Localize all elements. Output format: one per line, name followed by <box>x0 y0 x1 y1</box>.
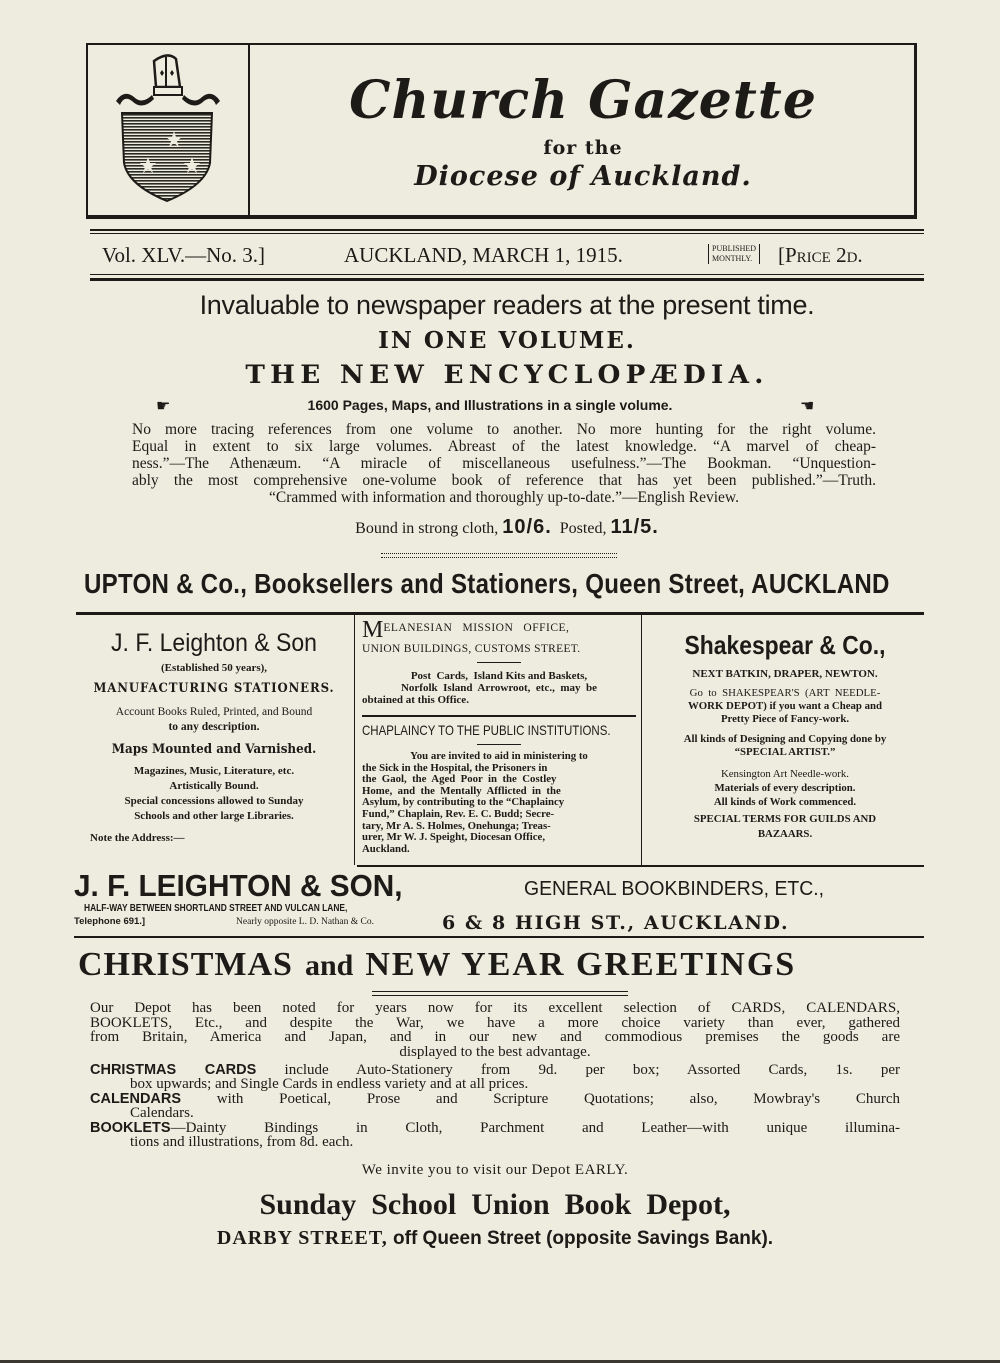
encyclopaedia-price-line: Bound in strong cloth, 10/6. Posted, 11/5. <box>355 516 659 538</box>
issue-bar-top-rule <box>90 229 924 231</box>
encyclopaedia-subhead: IN ONE VOLUME. <box>378 327 636 354</box>
mitre-shield-emblem-icon <box>110 51 226 209</box>
bookbinders-telephone: Telephone 691.] <box>74 916 146 927</box>
upton-banner: UPTON & Co., Booksellers and Stationers, Queen Street, AUCKLAND <box>84 568 890 599</box>
bookbinders-name: J. F. LEIGHTON & SON, <box>74 868 403 903</box>
encyclopaedia-body: No more tracing references from one volume to another. No more hunting for the right volume. Equal in extent to six large volumes. Abreast of the latest knowledge. “A marvel of cheap- ness.”—The Athenæum. “A miracle of miscellaneous usefulness.”—The Bookman. “Unquestion- ably the most comprehensive one-volume book of reference that has yet been published.”—Truth. “Crammed with information and thoroughly up-to-date.”—English Review. <box>132 421 876 506</box>
masthead-title: Church Gazette <box>349 70 817 131</box>
encyclopaedia-title: THE NEW ENCYCLOPÆDIA. <box>245 360 769 389</box>
masthead <box>86 43 917 219</box>
drop-cap: M <box>362 617 384 643</box>
column-divider-1 <box>354 615 355 865</box>
pointing-hand-left-icon: ☚ <box>800 398 815 415</box>
ornament-rule <box>381 553 617 558</box>
issue-bar-bottom-rule <box>90 274 924 275</box>
published-monthly: PUBLISHED MONTHLY. <box>708 244 760 264</box>
leighton-name: J. F. Leighton & Son <box>111 629 317 657</box>
pointing-hand-right-icon: ☛ <box>156 398 171 415</box>
melanesian-ad: MELANESIAN MISSION OFFICE, UNION BUILDINGS, CUSTOMS STREET. Post Cards, Island Kits and Baskets, Norfolk Island Arrowroot, etc., may be obtained at this Office. <box>362 617 598 706</box>
encyclopaedia-tagline: 1600 Pages, Maps, and Illustrations in a single volume. <box>307 397 673 413</box>
issue-bar-top-rule-2 <box>90 233 924 234</box>
chaplaincy-heading: CHAPLAINCY TO THE PUBLIC INSTITUTIONS. <box>362 722 611 738</box>
encyclopaedia-headline: Invaluable to newspaper readers at the present time. <box>199 290 815 320</box>
bookbinders-top-rule <box>357 865 924 867</box>
masthead-divider <box>248 45 250 215</box>
shakespear-ad: Shakespear & Co., NEXT BATKIN, DRAPER, NEWTON. Go to SHAKESPEAR'S (ART NEEDLE- WORK DEPOT) if you want a Cheap and Pretty Piece of Fancy-work. All kinds of Designing and Copying done by “SPECIAL ARTIST.” Kensington Art Needle-work. Materials of every description. All kinds of Work commenced. SPECIAL TERMS FOR GUILDS AND BAZAARS. <box>646 628 924 841</box>
greetings-intro: Our Depot has been noted for years now for its excellent selection of CARDS, CALENDARS, BOOKLETS, Etc., and despite the War, we have a more choice variety than ever, gathered from Britain, America and Japan, and in our new and commodious premises the goods are displayed to the best advantage. <box>90 1000 900 1060</box>
greetings-heading: CHRISTMAS and NEW YEAR GREETINGS <box>78 946 797 983</box>
depot-address: DARBY STREET, off Queen Street (opposite Savings Bank). <box>216 1227 774 1249</box>
greetings-items <box>90 1064 900 1149</box>
masthead-diocese: Diocese of Auckland. <box>414 161 752 192</box>
column-divider-2 <box>641 615 642 865</box>
bookbinders-address: 6 & 8 HIGH ST., AUCKLAND. <box>442 912 790 934</box>
issue-price: [Price 2d. <box>778 243 863 267</box>
bookbinders-opposite: Nearly opposite L. D. Nathan & Co. <box>236 917 374 927</box>
price-posted: 11/5. <box>610 516 659 538</box>
shakespear-name: Shakespear & Co., <box>684 630 886 660</box>
greetings-item-calendars: CALENDARS with Poetical, Prose and Scripture Quotations; also, Mowbray's Church Calendars. <box>90 1091 900 1121</box>
leighton-ad: J. F. Leighton & Son (Established 50 years), MANUFACTURING STATIONERS. Account Books Ruled, Printed, and Bound to any description. Maps Mounted and Varnished. Magazines, Music, Literature, etc. Artistically Bound. Special concessions allowed to Sunday Schools and other large Libraries. Note the Address:— <box>74 626 354 846</box>
bookbinders-trade: GENERAL BOOKBINDERS, ETC., <box>524 878 825 900</box>
greetings-invite: We invite you to visit our Depot EARLY. <box>361 1162 629 1178</box>
masthead-for-the: for the <box>543 137 623 159</box>
greetings-item-booklets: BOOKLETS—Dainty Bindings in Cloth, Parchment and Leather—with unique illumina- tions and illustrations, from 8d. each. <box>90 1120 900 1150</box>
bookbinders-bottom-rule <box>74 936 924 938</box>
greetings-rule-1 <box>372 991 628 992</box>
issue-place-date: AUCKLAND, MARCH 1, 1915. <box>344 243 623 267</box>
price-cloth: 10/6. <box>502 516 552 538</box>
depot-name: Sunday School Union Book Depot, <box>259 1188 731 1221</box>
issue-bar-bottom-rule-2 <box>90 278 924 281</box>
upton-bottom-rule <box>76 612 924 615</box>
issue-bar <box>96 241 926 269</box>
volume-number: Vol. XLV.—No. 3.] <box>102 243 265 267</box>
bookbinders-halfway: HALF-WAY BETWEEN SHORTLAND STREET AND VULCAN LANE, <box>84 903 348 914</box>
chaplaincy-ad: CHAPLAINCY TO THE PUBLIC INSTITUTIONS. You are invited to aid in ministering to the Sick in the Hospital, the Prisoners in the Gaol, the Aged Poor in the Costley Home, and the Mentally Afflicted in the Asylum, by contributing to the “Chaplaincy Fund,” Chaplain, Rev. E. C. Budd; Secre- tary, Mr A. S. Holmes, Onehunga; Treas- urer, Mr W. J. Speight, Diocesan Office, Auckland. <box>362 722 611 855</box>
melanesian-divider <box>362 715 636 717</box>
greetings-rule-2 <box>372 995 628 996</box>
greetings-item-christmas-cards: CHRISTMAS CARDS include Auto-Stationery from 9d. per box; Assorted Cards, 1s. per box upwards; and Single Cards in endless variety and at all prices. <box>90 1062 901 1092</box>
